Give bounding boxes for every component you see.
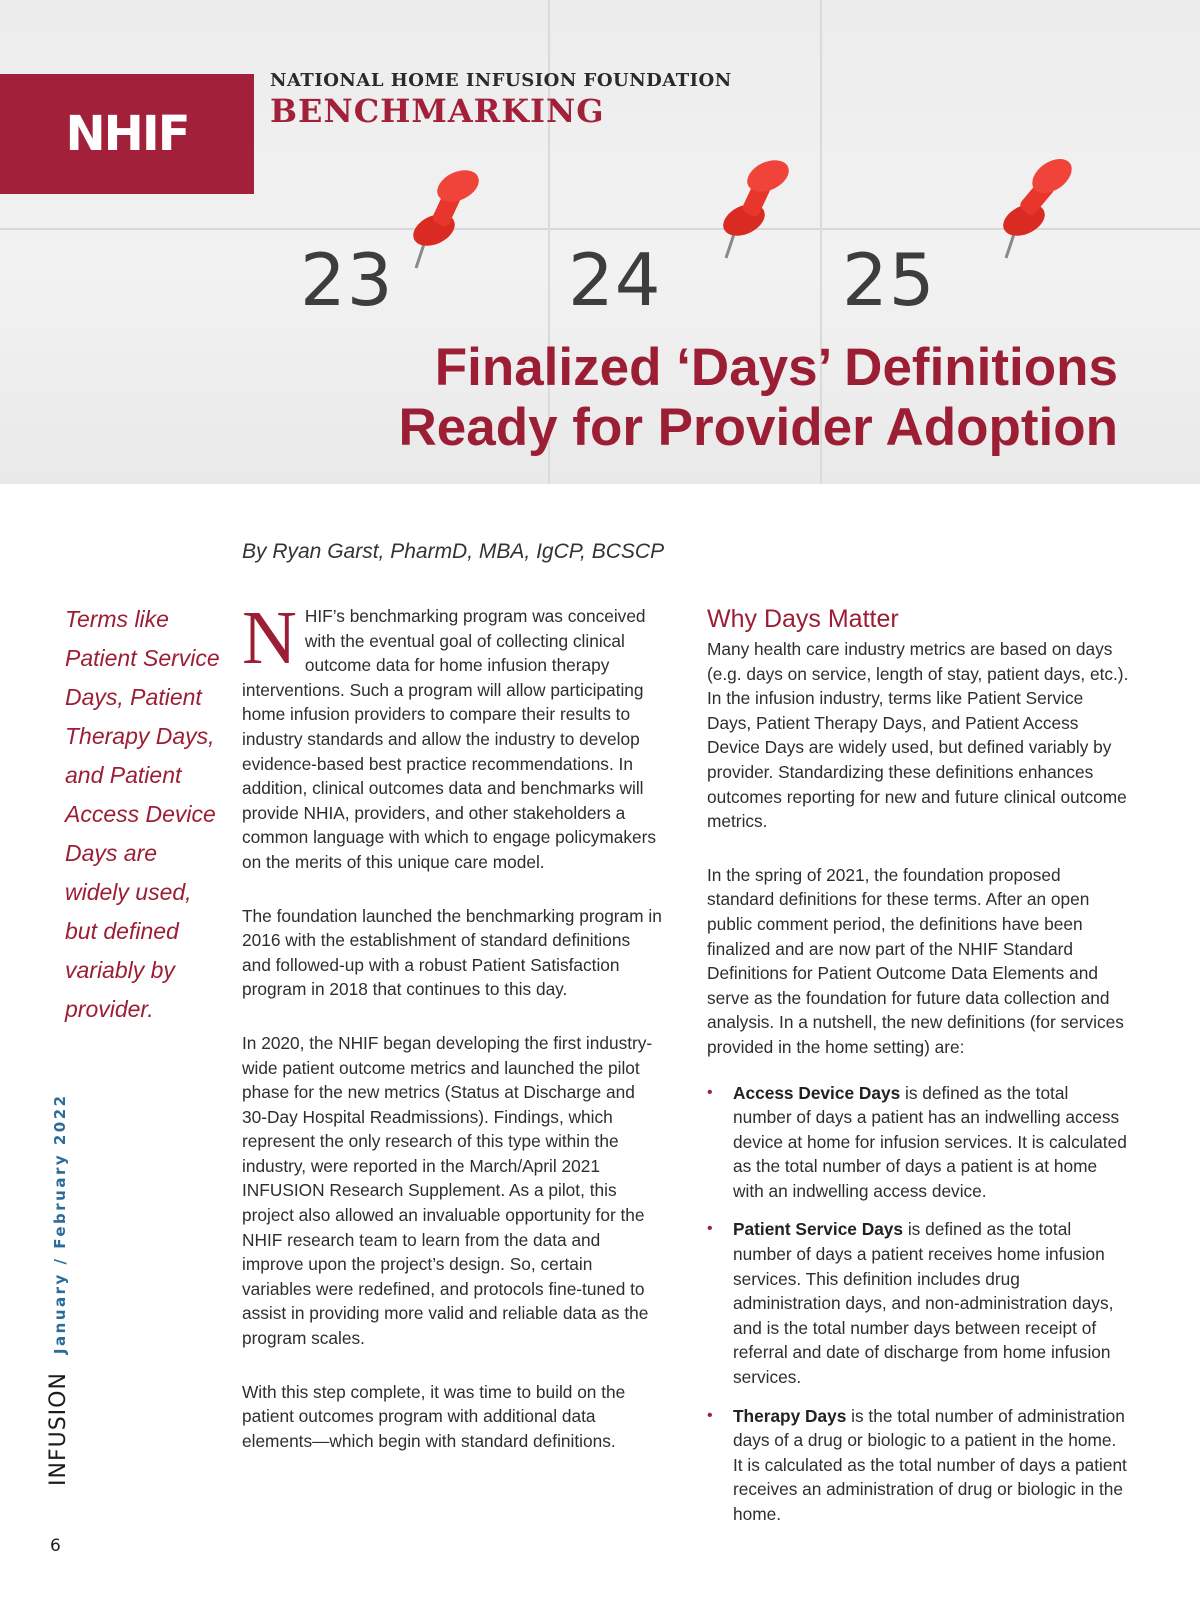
headline-line-1: Finalized ‘Days’ Definitions	[434, 338, 1118, 397]
page-number: 6	[50, 1536, 61, 1556]
list-item	[707, 1217, 1130, 1389]
article-byline: By Ryan Garst, PharmD, MBA, IgCP, BCSCP	[242, 540, 665, 563]
hero-banner	[0, 0, 1200, 484]
bullet-icon: •	[707, 1083, 713, 1101]
definition-term: Patient Service Days	[733, 1219, 904, 1240]
magazine-name: INFUSION	[46, 1372, 71, 1486]
paragraph-text: HIF’s benchmarking program was conceived with the eventual goal of collecting clinical outcome data for home infusion therapy interventions. Such a program will allow participating home infusion providers to compare their results to industry standards and allow the industry to develop evidence-based best practice recommendations. In addition, clinical outcomes data and benchmarks will provide NHIA, providers, and other stakeholders a common language with which to engage policymakers on the merits of this unique care model.	[242, 606, 657, 872]
calendar-day-24: 24	[568, 238, 662, 322]
pushpin-icon	[980, 150, 1090, 270]
paragraph: The foundation launched the benchmarking program in 2016 with the establishment of standard definitions and followed-up with a robust Patient Satisfaction program in 2018 that continues to this day.	[242, 905, 662, 1000]
paragraph: With this step complete, it was time to build on the patient outcomes program with additional data elements—which begin with standard definitions.	[242, 1381, 626, 1451]
definition-text: is the total number of administration days of a drug or biologic to a patient in the home. It is calculated as the total number of days a patient receives an administration of drug or biologic in the home.	[733, 1405, 1127, 1524]
list-item	[707, 1404, 1130, 1527]
bullet-icon: •	[707, 1406, 713, 1424]
paragraph: Many health care industry metrics are based on days (e.g. days on service, length of stay, patient days, etc.). In the infusion industry, terms like Patient Service Days, Patient Therapy Days, and Patient Access Device Days are widely used, but defined variably by provider. Standardizing these definitions enhances outcomes reporting for new and future clinical outcome metrics.	[707, 639, 1129, 832]
nhif-logo	[0, 74, 254, 194]
pushpin-icon	[390, 160, 500, 280]
logo-text: NHIF	[65, 106, 189, 162]
paragraph: In the spring of 2021, the foundation proposed standard definitions for these terms. After an open public comment period, the definitions have been finalized and are now part of the NHIF Standard Definitions for Patient Outcome Data Elements and serve as the foundation for future data collection and analysis. In a nutshell, the new definitions (for services provided in the home setting) are:	[707, 864, 1124, 1057]
list-item	[707, 1081, 1130, 1204]
drop-cap: N	[242, 596, 297, 680]
issue-date: January / February 2022	[51, 1093, 69, 1355]
article-column-right	[707, 604, 1130, 1541]
pull-quote: Terms like Patient Service Days, Patient Therapy Days, and Patient Access Device Days are widely used, but defined variably by provider.	[65, 606, 220, 1022]
section-title: BENCHMARKING	[270, 92, 605, 130]
section-heading: Why Days Matter	[707, 605, 899, 633]
definitions-list	[707, 1081, 1130, 1527]
definition-text: is defined as the total number of days a patient receives home infusion services. This definition includes drug administration days, and non-administration days, and is the total number days between receipt of referral and date of discharge from home infusion services.	[733, 1219, 1114, 1388]
pushpin-icon	[700, 150, 810, 270]
definition-term: Access Device Days	[733, 1082, 901, 1103]
article-column-left	[242, 596, 662, 1482]
calendar-day-23: 23	[300, 238, 394, 322]
bullet-icon: •	[707, 1220, 713, 1238]
organization-name: NATIONAL HOME INFUSION FOUNDATION	[270, 70, 732, 91]
definition-term: Therapy Days	[733, 1405, 847, 1426]
paragraph: In 2020, the NHIF began developing the first industry-wide patient outcome metrics and launched the pilot phase for the new metrics (Status at Discharge and 30-Day Hospital Readmissions). Findings, which represent the only research of this type within the industry, were reported in the March/April 2021 INFUSION Research Supplement. As a pilot, this project also allowed an invaluable opportunity for the NHIF research team to learn from the data and improve upon the project’s design. So, certain variables were redefined, and protocols fine-tuned to assist in providing more valid and reliable data as the program scales.	[242, 1032, 653, 1349]
magazine-sidebar	[46, 1093, 71, 1486]
headline-line-2: Ready for Provider Adoption	[398, 398, 1118, 457]
definition-text: is defined as the total number of days a patient has an indwelling access device at home for infusion services. It is calculated as the total number of days a patient is at home with an indwelling access device.	[733, 1082, 1127, 1201]
paragraph	[242, 596, 662, 875]
article-headline	[399, 338, 1119, 458]
calendar-day-25: 25	[842, 238, 936, 322]
